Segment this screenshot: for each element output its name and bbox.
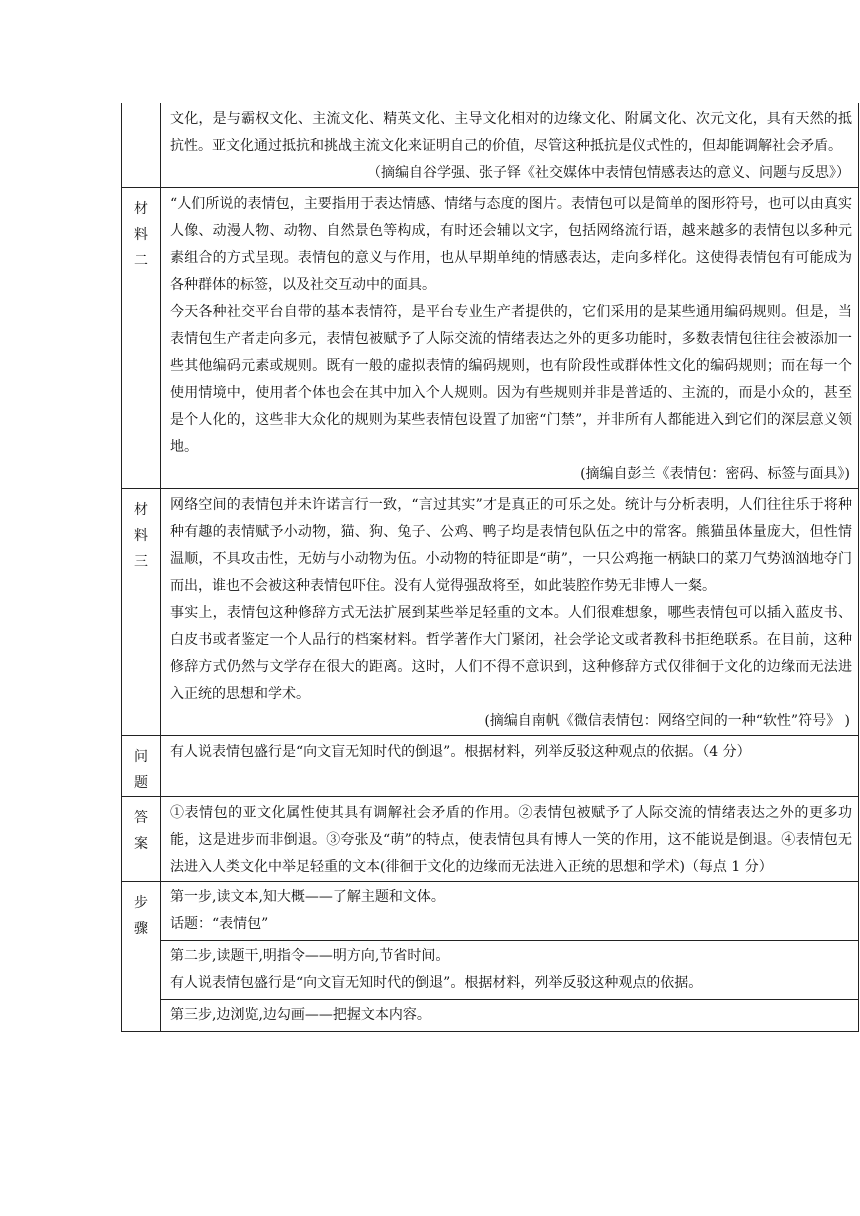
table-row bbox=[122, 188, 859, 489]
table-row bbox=[122, 489, 859, 736]
row-label bbox=[122, 736, 161, 797]
paragraph: 有人说表情包盛行是“向文盲无知时代的倒退”。根据材料，列举反驳这种观点的依据。（4 分） bbox=[170, 744, 751, 760]
paragraph: 网络空间的表情包并未许诺言行一致，“言过其实”才是真正的可乐之处。统计与分析表明，人们往往乐于将种种有趣的表情赋予小动物，猫、狗、兔子、公鸡、鸭子均是表情包队伍之中的常客。熊猫虽体量庞大，但性情温顺，不具攻击性，无妨与小动物为伍。小动物的特征即是“萌”，一只公鸡拖一柄缺口的菜刀气势汹汹地夺门而出，谁也不会被这种表情包吓住。没有人觉得强敌将至，如此装腔作势无非博人一粲。 bbox=[170, 497, 852, 594]
row-content bbox=[161, 188, 859, 489]
paragraph: 文化，是与霸权文化、主流文化、精英文化、主导文化相对的边缘文化、附属文化、次元文化，具有天然的抵抗性。亚文化通过抵抗和挑战主流文化来证明自己的价值，尽管这种抵抗是仪式性的，但却能调解社会矛盾。 bbox=[170, 111, 852, 154]
row-label-char: 骤 bbox=[134, 921, 148, 937]
row-label-char: 料 bbox=[134, 528, 148, 544]
table-row bbox=[122, 797, 859, 882]
source-citation: (摘编自南帆《微信表情包：网络空间的一种“软性”符号》 ) bbox=[484, 713, 850, 729]
row-label-char: 三 bbox=[134, 554, 148, 570]
table-row bbox=[122, 736, 859, 797]
row-label bbox=[122, 489, 161, 736]
row-content bbox=[161, 489, 859, 736]
paragraph: 今天各种社交平台自带的基本表情符，是平台专业生产者提供的，它们采用的是某些通用编码规则。但是，当表情包生产者走向多元，表情包被赋予了人际交流的情绪表达之外的更多功能时，多数表情包往往会被添加一些其他编码元素或规则。既有一般的虚拟表情的编码规则，也有阶段性或群体性文化的编码规则；而在每一个使用情境中，使用者个体也会在其中加入个人规则。因为有些规则并非是普适的、主流的，而是小众的，甚至是个人化的，这些非大众化的规则为某些表情包设置了加密“门禁”，并非所有人都能进入到它们的深层意义领地。 bbox=[170, 304, 852, 455]
source-citation: (摘编自彭兰《表情包：密码、标签与面具》) bbox=[580, 466, 850, 482]
step-line: 有人说表情包盛行是“向文盲无知时代的倒退”。根据材料，列举反驳这种观点的依据。 bbox=[170, 975, 703, 991]
step-content bbox=[161, 941, 859, 1000]
row-label bbox=[122, 797, 161, 882]
step-row bbox=[122, 882, 859, 941]
paragraph: ①表情包的亚文化属性使其具有调解社会矛盾的作用。②表情包被赋予了人际交流的情绪表达之外的更多功能，这是进步而非倒退。③夸张及“萌”的特点，使表情包具有博人一笑的作用，这不能说是倒退。④表情包无法进入人类文化中举足轻重的文本(徘徊于文化的边缘而无法进入正统的思想和学术)（每点 1 分） bbox=[170, 805, 852, 875]
step-row bbox=[122, 941, 859, 1000]
step-line: 第一步,读文本,知大概——了解主题和文体。 bbox=[170, 889, 445, 905]
row-label bbox=[122, 188, 161, 489]
source-citation: （摘编自谷学强、张子铎《社交媒体中表情包情感表达的意义、问题与反思》） bbox=[367, 165, 850, 181]
row-label-char: 材 bbox=[134, 201, 148, 217]
document-sheet bbox=[121, 103, 859, 1032]
row-label-char: 题 bbox=[134, 775, 148, 791]
row-label-char: 案 bbox=[134, 836, 148, 852]
row-label-char: 材 bbox=[134, 502, 148, 518]
row-content bbox=[161, 797, 859, 882]
paragraph: “人们所说的表情包，主要指用于表达情感、情绪与态度的图片。表情包可以是简单的图形符号，也可以由真实人像、动漫人物、动物、自然景色等构成，有时还会辅以文字，包括网络流行语，越来越多的表情包以多种元素组合的方式呈现。表情包的意义与作用，也从早期单纯的情感表达，走向多样化。这使得表情包有可能成为各种群体的标签，以及社交互动中的面具。 bbox=[170, 196, 852, 293]
row-label bbox=[122, 103, 161, 188]
step-content bbox=[161, 882, 859, 941]
row-label bbox=[122, 882, 161, 1032]
row-content bbox=[161, 736, 859, 797]
row-label-char: 料 bbox=[134, 227, 148, 243]
table-row bbox=[122, 103, 859, 188]
step-row bbox=[122, 1000, 859, 1032]
row-content bbox=[161, 103, 859, 188]
step-line: 第三步,边浏览,边勾画——把握文本内容。 bbox=[170, 1007, 431, 1023]
row-label-char: 步 bbox=[134, 895, 148, 911]
row-label-char: 问 bbox=[134, 749, 148, 765]
step-content bbox=[161, 1000, 859, 1032]
question-table bbox=[121, 103, 859, 1032]
step-line: 话题：“表情包” bbox=[170, 916, 269, 932]
step-line: 第二步,读题干,明指令——明方向,节省时间。 bbox=[170, 948, 450, 964]
row-label-char: 二 bbox=[134, 253, 148, 269]
paragraph: 事实上，表情包这种修辞方式无法扩展到某些举足轻重的文本。人们很难想象，哪些表情包可以插入蓝皮书、白皮书或者鉴定一个人品行的档案材料。哲学著作大门紧闭，社会学论文或者教科书拒绝联系。在目前，这种修辞方式仍然与文学存在很大的距离。这时，人们不得不意识到，这种修辞方式仅徘徊于文化的边缘而无法进入正统的思想和学术。 bbox=[170, 605, 852, 702]
row-label-char: 答 bbox=[134, 810, 148, 826]
